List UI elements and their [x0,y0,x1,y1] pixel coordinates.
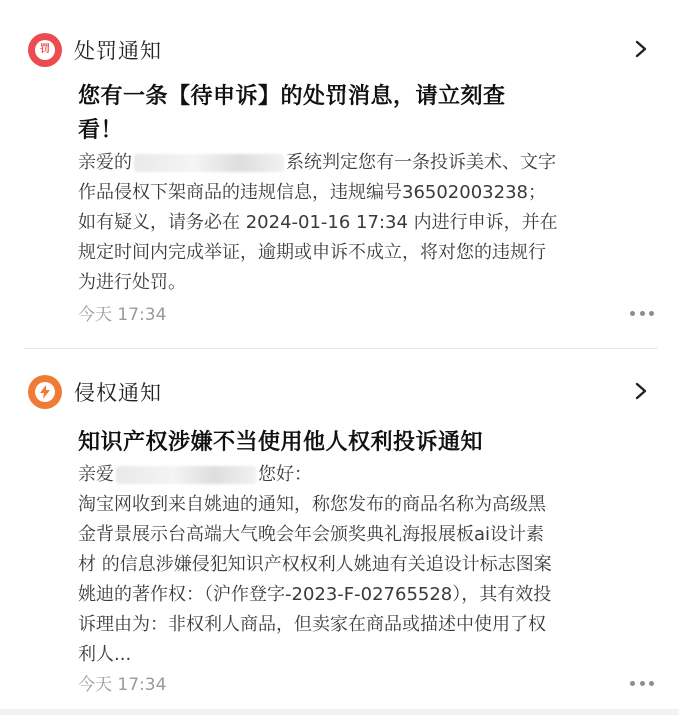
body-greeting: 亲爱的 [78,152,132,173]
notification-header[interactable] [28,374,658,410]
more-options-icon[interactable] [630,678,654,688]
body-text: 系统判定您有一条投诉美术、文字作品侵权下架商品的违规信息，违规编号36502003238；如有疑义，请务必在 2024-01-16 17:34 内进行申诉，并在规定时间内完成举证，逾期或申诉不成立，将对您的违规行为进行处罚。 [78,152,558,293]
notification-category: 处罚通知 [74,39,162,63]
notification-body [78,148,558,298]
notification-title[interactable]: 知识产权涉嫌不当使用他人权利投诉通知 [78,430,484,455]
chevron-right-icon[interactable] [630,38,652,60]
card-divider [24,348,658,349]
body-greeting-end: 您好： [258,464,312,485]
penalty-icon [28,33,62,67]
redacted-name [116,466,256,484]
more-dot [649,681,654,686]
more-options-icon[interactable] [630,308,654,318]
more-dot [630,311,635,316]
notification-card-infringement[interactable] [24,360,658,710]
notification-timestamp: 今天 17:34 [78,675,167,695]
more-dot [640,681,645,686]
redacted-name [134,154,284,172]
notification-body [78,460,558,670]
notification-title[interactable]: 您有一条【待申诉】的处罚消息，请立刻查看！ [78,84,506,143]
chevron-right-icon[interactable] [630,380,652,402]
lightning-icon-glyph [35,382,55,402]
body-text: 淘宝网收到来自姚迪的通知，称您发布的商品名称为高级黑金背景展示台高端大气晚会年会颁奖典礼海报展板ai设计素材 的信息涉嫌侵犯知识产权权利人姚迪有关追设计标志图案姚迪的著作权：（沪作登字-2023-F-02765528），其有效投诉理由为：非权利人商品，但卖家在商品或描述中使用了权利人... [78,494,552,665]
lightning-icon [28,375,62,409]
more-dot [640,311,645,316]
notification-header[interactable] [28,32,658,68]
more-dot [630,681,635,686]
body-greeting: 亲爱 [78,464,114,485]
notification-card-penalty[interactable] [24,18,658,348]
more-dot [649,311,654,316]
penalty-icon-glyph: 罚 [35,40,55,60]
notification-category: 侵权通知 [74,381,162,405]
bottom-edge [0,709,679,715]
notification-timestamp: 今天 17:34 [78,305,167,325]
